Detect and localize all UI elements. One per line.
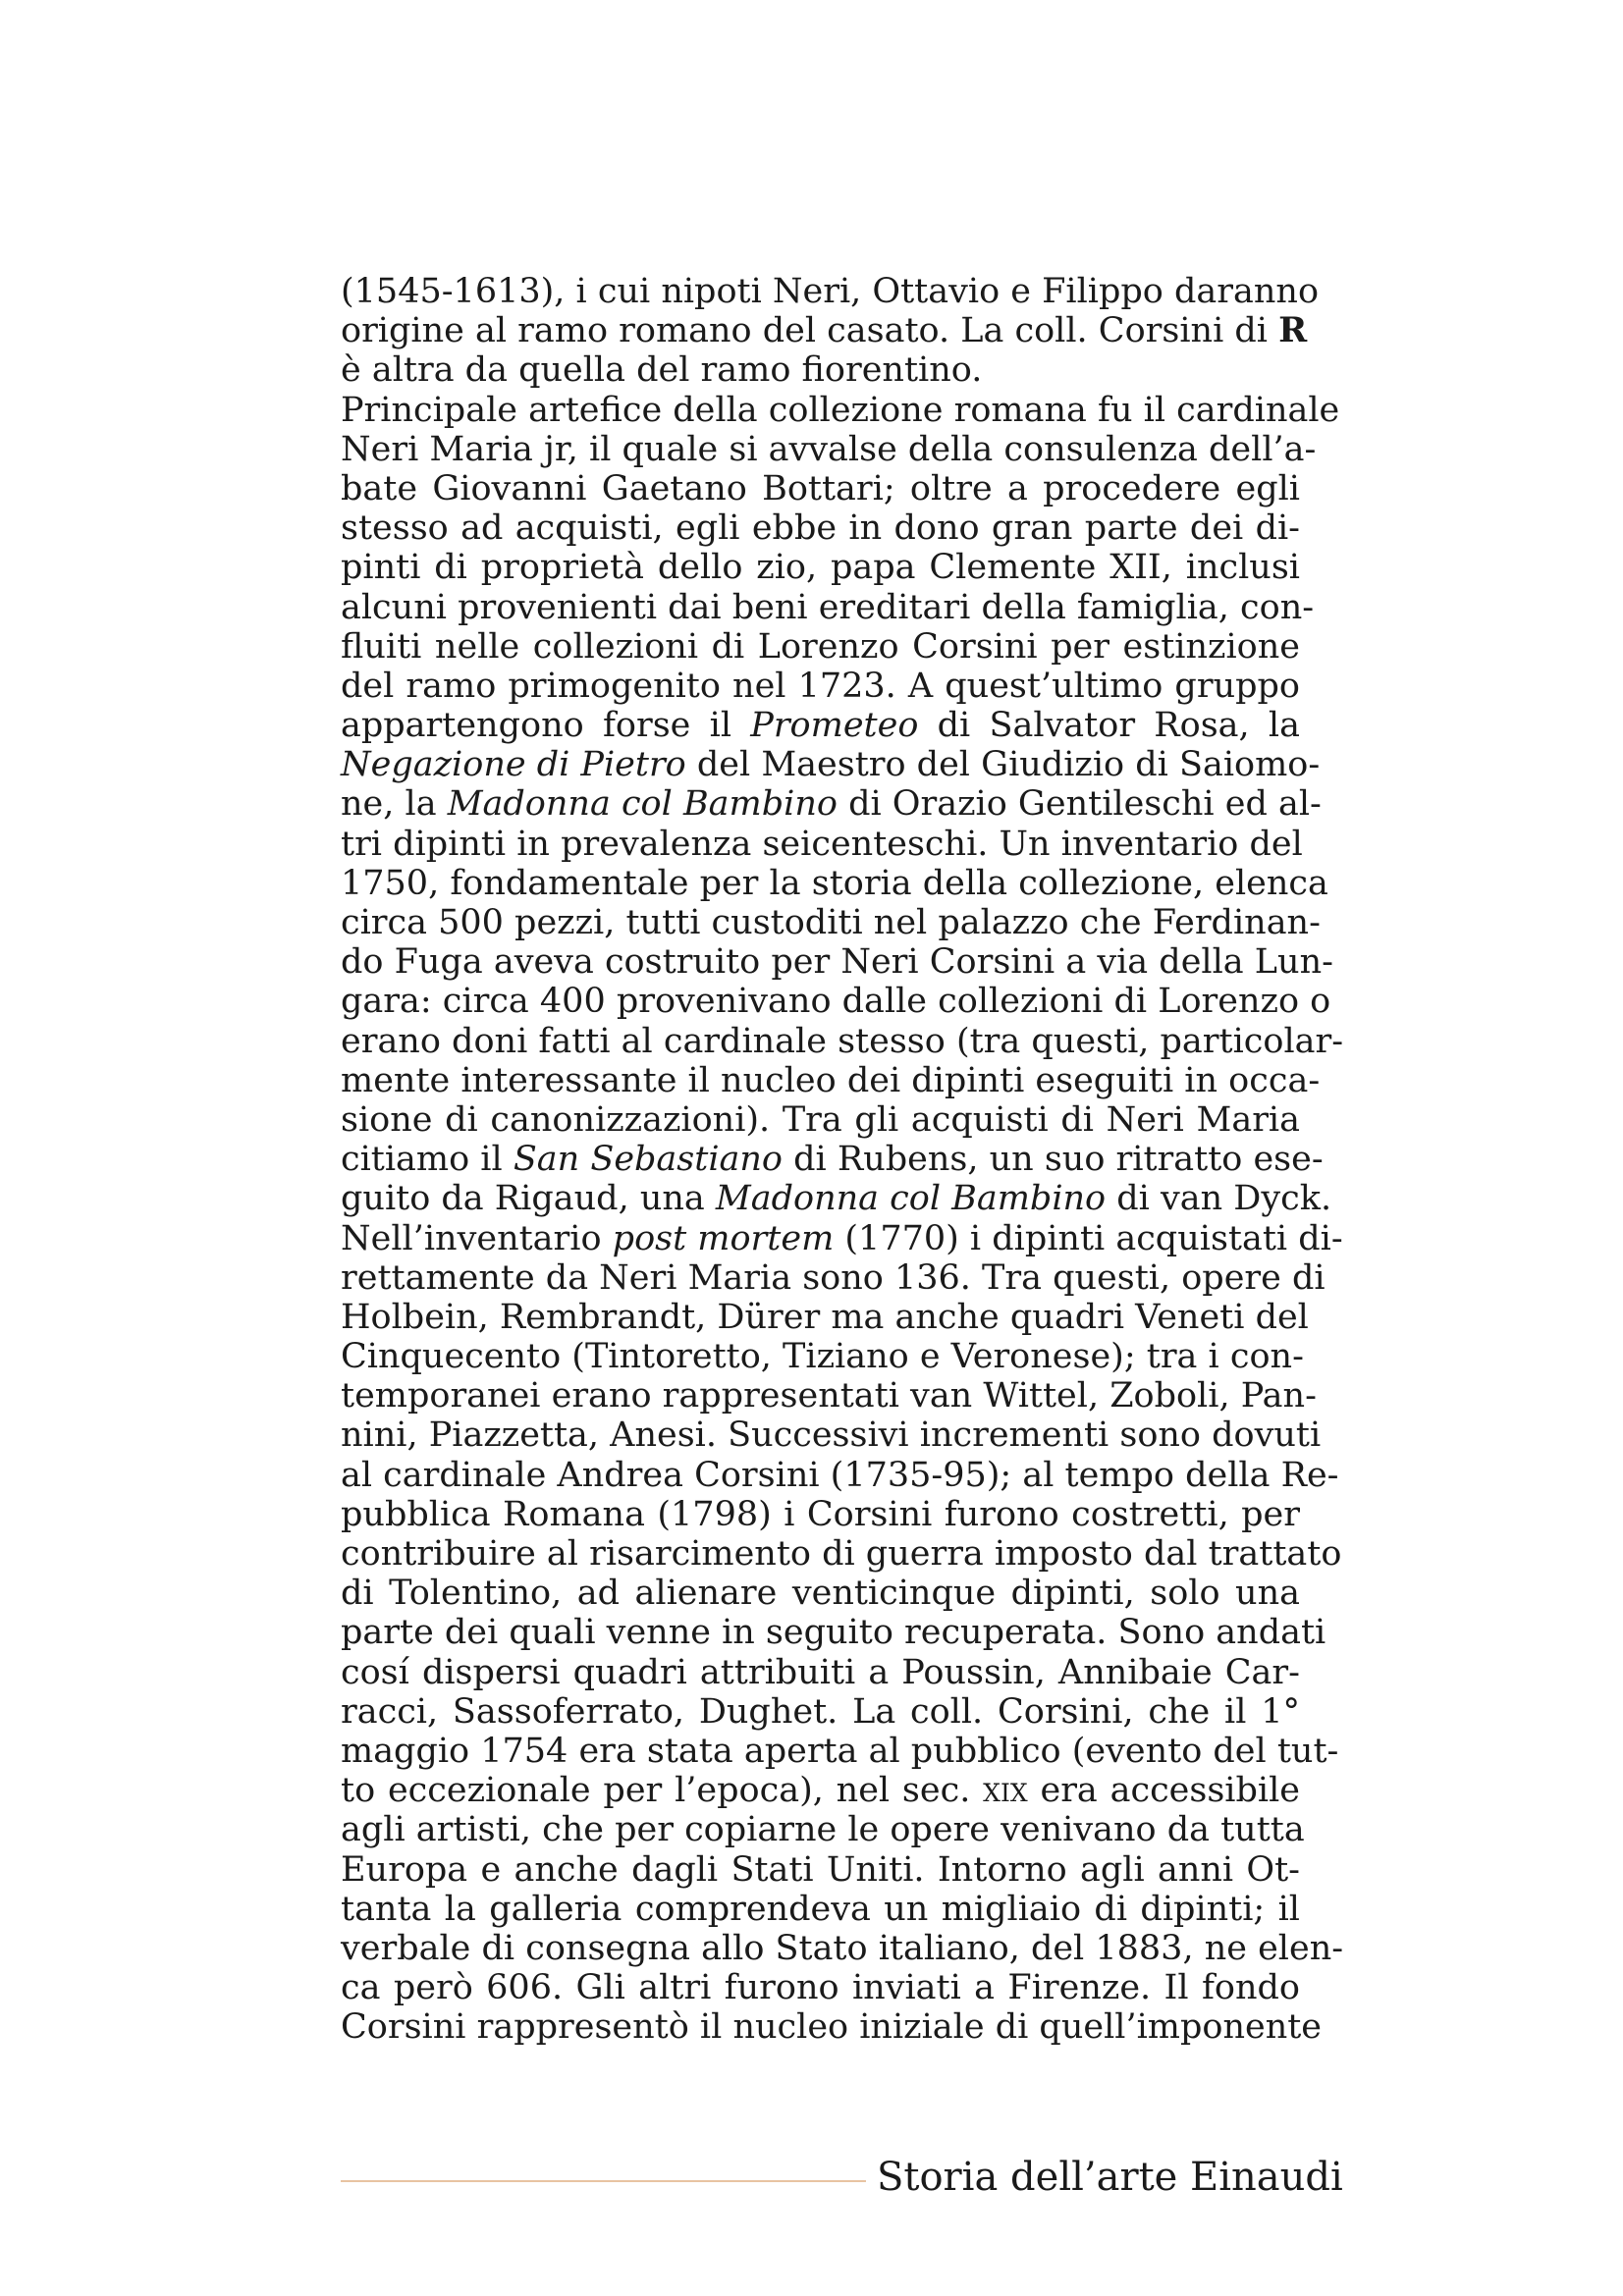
text-segment: nini, Piazzetta, Anesi. Successivi incrementi sono dovuti bbox=[341, 1415, 1322, 1456]
text-line bbox=[341, 1653, 1300, 1692]
footer-series-title: Storia dell’arte Einaudi bbox=[877, 2155, 1343, 2200]
text-line bbox=[341, 272, 1320, 311]
text-segment: fluiti nelle collezioni di Lorenzo Corsini per estinzione bbox=[341, 626, 1300, 667]
text-segment: Europa e anche dagli Stati Uniti. Intorno agli anni Ot- bbox=[341, 1849, 1300, 1890]
text-segment: (1770) i dipinti acquistati di- bbox=[834, 1218, 1343, 1258]
italic-title: Negazione di Pietro bbox=[341, 745, 686, 785]
text-line bbox=[341, 1060, 1321, 1100]
text-segment: tri dipinti in prevalenza seicenteschi. Un inventario del bbox=[341, 824, 1303, 864]
text-segment: Holbein, Rembrandt, Dürer ma anche quadri Veneti del bbox=[341, 1297, 1309, 1337]
text-segment: Neri Maria jr, il quale si avvalse della consulenza dell’a- bbox=[341, 429, 1317, 469]
text-line bbox=[341, 903, 1321, 942]
text-line bbox=[341, 1179, 1332, 1219]
text-segment: erano doni fatti al cardinale stesso (tra questi, particolar- bbox=[341, 1021, 1344, 1061]
text-line bbox=[341, 1257, 1325, 1298]
bold-abbrev: R bbox=[1278, 310, 1308, 351]
text-line bbox=[341, 350, 1300, 390]
text-segment: mente interessante il nucleo dei dipinti eseguiti in occa- bbox=[341, 1060, 1321, 1100]
text-segment: pubblica Romana (1798) i Corsini furono costretti, per bbox=[341, 1494, 1300, 1534]
text-line bbox=[341, 1415, 1322, 1456]
italic-title: Madonna col Bambino bbox=[715, 1179, 1107, 1219]
text-line bbox=[341, 1731, 1339, 1771]
text-segment: di Orazio Gentileschi ed al- bbox=[837, 784, 1322, 825]
text-segment: di van Dyck. bbox=[1106, 1179, 1332, 1219]
text-line bbox=[341, 429, 1317, 469]
text-segment: appartengono forse il bbox=[341, 706, 751, 746]
text-line bbox=[341, 1455, 1339, 1495]
text-line bbox=[341, 1337, 1304, 1377]
text-line bbox=[341, 1021, 1344, 1061]
italic-title: post mortem bbox=[612, 1218, 835, 1258]
text-line bbox=[341, 745, 1321, 785]
text-segment: sione di canonizzazioni). Tra gli acquisti di Neri Maria bbox=[341, 1099, 1300, 1140]
text-segment: ne, la bbox=[341, 784, 448, 825]
text-segment: pinti di proprietà dello zio, papa Clemente XII, inclusi bbox=[341, 548, 1300, 588]
text-segment: tanta la galleria comprendeva un migliaio di dipinti; il bbox=[341, 1889, 1300, 1929]
footer-rule bbox=[341, 2180, 866, 2182]
text-line bbox=[341, 824, 1303, 864]
text-segment: verbale di consegna allo Stato italiano, del 1883, ne elen- bbox=[341, 1928, 1344, 1968]
text-segment: del ramo primogenito nel 1723. A quest’ultimo gruppo bbox=[341, 666, 1300, 706]
text-line bbox=[341, 390, 1340, 430]
text-segment: 1750, fondamentale per la storia della collezione, elenca bbox=[341, 863, 1328, 903]
text-line bbox=[341, 548, 1300, 587]
text-segment: alcuni provenienti dai beni ereditari della famiglia, con- bbox=[341, 587, 1315, 627]
text-line bbox=[341, 1218, 1343, 1258]
text-segment: to eccezionale per l’epoca), nel sec. bbox=[341, 1771, 984, 1811]
text-line bbox=[341, 667, 1300, 706]
text-line bbox=[341, 1297, 1309, 1337]
text-segment: di Rubens, un suo ritratto ese- bbox=[783, 1140, 1324, 1180]
text-segment: citiamo il bbox=[341, 1140, 514, 1180]
text-segment: cosí dispersi quadri attribuiti a Poussin, Annibaie Car- bbox=[341, 1652, 1300, 1692]
text-segment: del Maestro del Giudizio di Saiomo- bbox=[685, 745, 1321, 785]
text-segment: era accessibile bbox=[1027, 1771, 1301, 1811]
text-segment: maggio 1754 era stata aperta al pubblico (evento del tut- bbox=[341, 1731, 1339, 1771]
text-segment: di Salvator Rosa, la bbox=[918, 706, 1300, 746]
text-segment: temporanei erano rappresentati van Wittel, Zoboli, Pan- bbox=[341, 1376, 1317, 1416]
text-segment: è altra da quella del ramo fiorentino. bbox=[341, 350, 983, 391]
italic-title: Prometeo bbox=[750, 706, 919, 746]
text-line bbox=[341, 784, 1322, 825]
text-segment: di Tolentino, ad alienare venticinque dipinti, solo una bbox=[341, 1574, 1300, 1614]
italic-title: San Sebastiano bbox=[513, 1140, 784, 1180]
text-line bbox=[341, 587, 1315, 627]
text-line bbox=[341, 1968, 1300, 2007]
text-line bbox=[341, 1928, 1344, 1968]
text-segment: Nell’inventario bbox=[341, 1218, 613, 1258]
text-line bbox=[341, 1890, 1300, 1929]
text-line bbox=[341, 508, 1300, 548]
text-segment: agli artisti, che per copiarne le opere venivano da tutta bbox=[341, 1810, 1305, 1850]
italic-title: Madonna col Bambino bbox=[447, 784, 838, 825]
text-line bbox=[341, 1692, 1300, 1732]
text-segment: Cinquecento (Tintoretto, Tiziano e Veronese); tra i con- bbox=[341, 1337, 1304, 1377]
text-segment: ca però 606. Gli altri furono inviati a Firenze. Il fondo bbox=[341, 1968, 1300, 2008]
text-segment: parte dei quali venne in seguito recuperata. Sono andati bbox=[341, 1613, 1326, 1653]
text-segment: Principale artefice della collezione romana fu il cardinale bbox=[341, 390, 1340, 430]
text-line bbox=[341, 706, 1300, 745]
text-line bbox=[341, 1810, 1305, 1850]
text-line bbox=[341, 1574, 1300, 1613]
text-segment: origine al ramo romano del casato. La coll. Corsini di bbox=[341, 311, 1279, 351]
text-segment: bate Giovanni Gaetano Bottari; oltre a procedere egli bbox=[341, 468, 1300, 508]
text-line bbox=[341, 1613, 1326, 1653]
text-line bbox=[341, 1376, 1317, 1416]
text-segment: rettamente da Neri Maria sono 136. Tra questi, opere di bbox=[341, 1257, 1325, 1298]
text-line bbox=[341, 469, 1300, 508]
text-segment: gara: circa 400 provenivano dalle collezioni di Lorenzo o bbox=[341, 982, 1331, 1022]
text-line bbox=[341, 1771, 1300, 1810]
text-line bbox=[341, 863, 1328, 903]
text-segment: stesso ad acquisti, egli ebbe in dono gran parte dei di- bbox=[341, 508, 1300, 549]
text-segment: Corsini rappresentò il nucleo iniziale di quell’imponente bbox=[341, 2007, 1323, 2048]
text-line bbox=[341, 982, 1331, 1022]
text-line bbox=[341, 942, 1333, 983]
text-line bbox=[341, 2007, 1323, 2048]
small-caps-text: xix bbox=[983, 1771, 1028, 1811]
text-line bbox=[341, 1495, 1300, 1534]
text-segment: contribuire al risarcimento di guerra imposto dal trattato bbox=[341, 1534, 1342, 1574]
text-line bbox=[341, 1534, 1342, 1574]
text-line bbox=[341, 627, 1300, 667]
text-segment: guito da Rigaud, una bbox=[341, 1179, 716, 1219]
text-line bbox=[341, 1140, 1324, 1180]
text-segment: (1545-1613), i cui nipoti Neri, Ottavio e Filippo daranno bbox=[341, 272, 1320, 311]
text-line bbox=[341, 1100, 1300, 1140]
text-segment: al cardinale Andrea Corsini (1735-95); al tempo della Re- bbox=[341, 1455, 1339, 1495]
body-text bbox=[341, 272, 1344, 2048]
text-segment: do Fuga aveva costruito per Neri Corsini a via della Lun- bbox=[341, 942, 1333, 983]
text-line bbox=[341, 310, 1308, 351]
text-line bbox=[341, 1850, 1300, 1890]
text-segment: circa 500 pezzi, tutti custoditi nel palazzo che Ferdinan- bbox=[341, 903, 1321, 942]
text-segment: racci, Sassoferrato, Dughet. La coll. Corsini, che il 1° bbox=[341, 1691, 1300, 1732]
